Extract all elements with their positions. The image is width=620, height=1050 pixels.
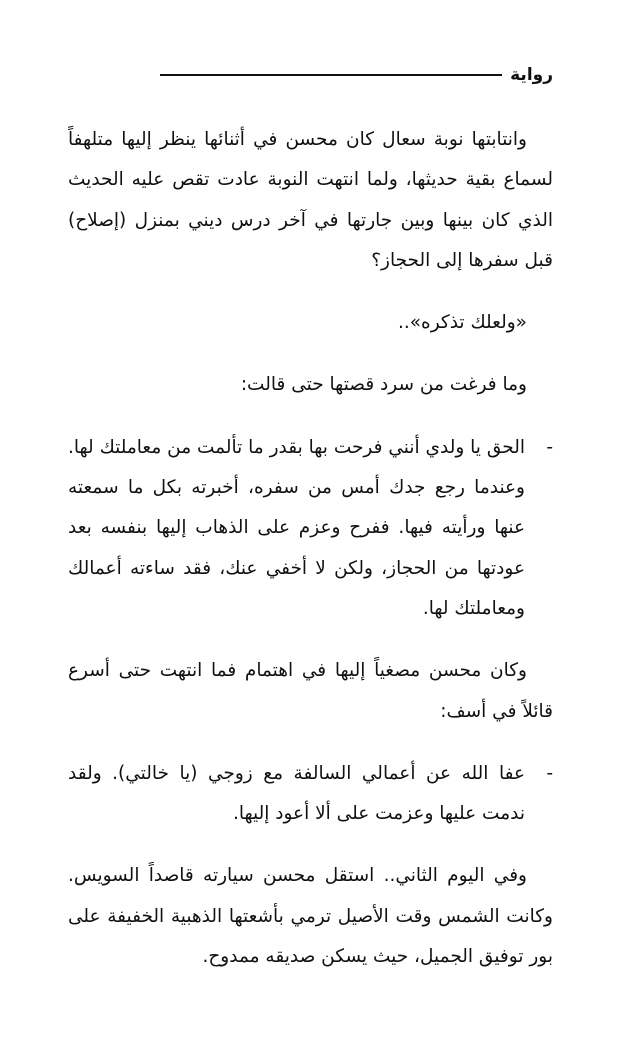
paragraph-5: وكان محسن مصغياً إليها في اهتمام فما انتهت حتى أسرع قائلاً في أسف:: [68, 660, 553, 722]
paragraph-2: «ولعلك تذكره»..: [397, 312, 527, 334]
dialogue-dash: -: [546, 762, 553, 784]
dialogue-2-text: عفا الله عن أعمالي السالفة مع زوجي (يا خالتي). ولقد ندمت عليها وعزمت على ألا أعود إليها.: [68, 762, 525, 825]
header-title: رواية: [510, 65, 553, 85]
paragraph-7: وفي اليوم الثاني.. استقل محسن سيارته قاصداً السويس. وكانت الشمس وقت الأصيل ترمي بأشعتها الذهبية الخفيفة على بور توفيق الجميل، حيث يسكن صديقه ممدوح.: [68, 865, 553, 968]
paragraph-3: وما فرغت من سرد قصتها حتى قالت:: [240, 374, 527, 396]
running-header: [160, 60, 553, 90]
dialogue-1-text: الحق يا ولدي أنني فرحت بها بقدر ما تألمت من معاملتك لها. وعندما رجع جدك أمس من سفره، أخبرته بكل ما سمعته عنها ورأيته فيها. ففرح وعزم على الذهاب إليها بنفسه بعد عودتها من الحجاز، ولكن لا أخفي عنك، فقد ساءته أعمالك ومعاملتك لها.: [68, 436, 525, 619]
header-rule: [160, 74, 502, 76]
page-body: [68, 120, 553, 999]
dialogue-1: [68, 428, 553, 629]
dialogue-dash: -: [546, 436, 553, 458]
paragraph-1: وانتابتها نوبة سعال كان محسن في أثنائها ينظر إليها متلهفاً لسماع بقية حديثها، ولما انتهت النوبة عادت تقص عليه الحديث الذي كان بينها وبين جارتها في آخر درس ديني بمنزل (إصلاح) قبل سفرها إلى الحجاز؟: [68, 129, 553, 271]
dialogue-2: [68, 754, 553, 835]
